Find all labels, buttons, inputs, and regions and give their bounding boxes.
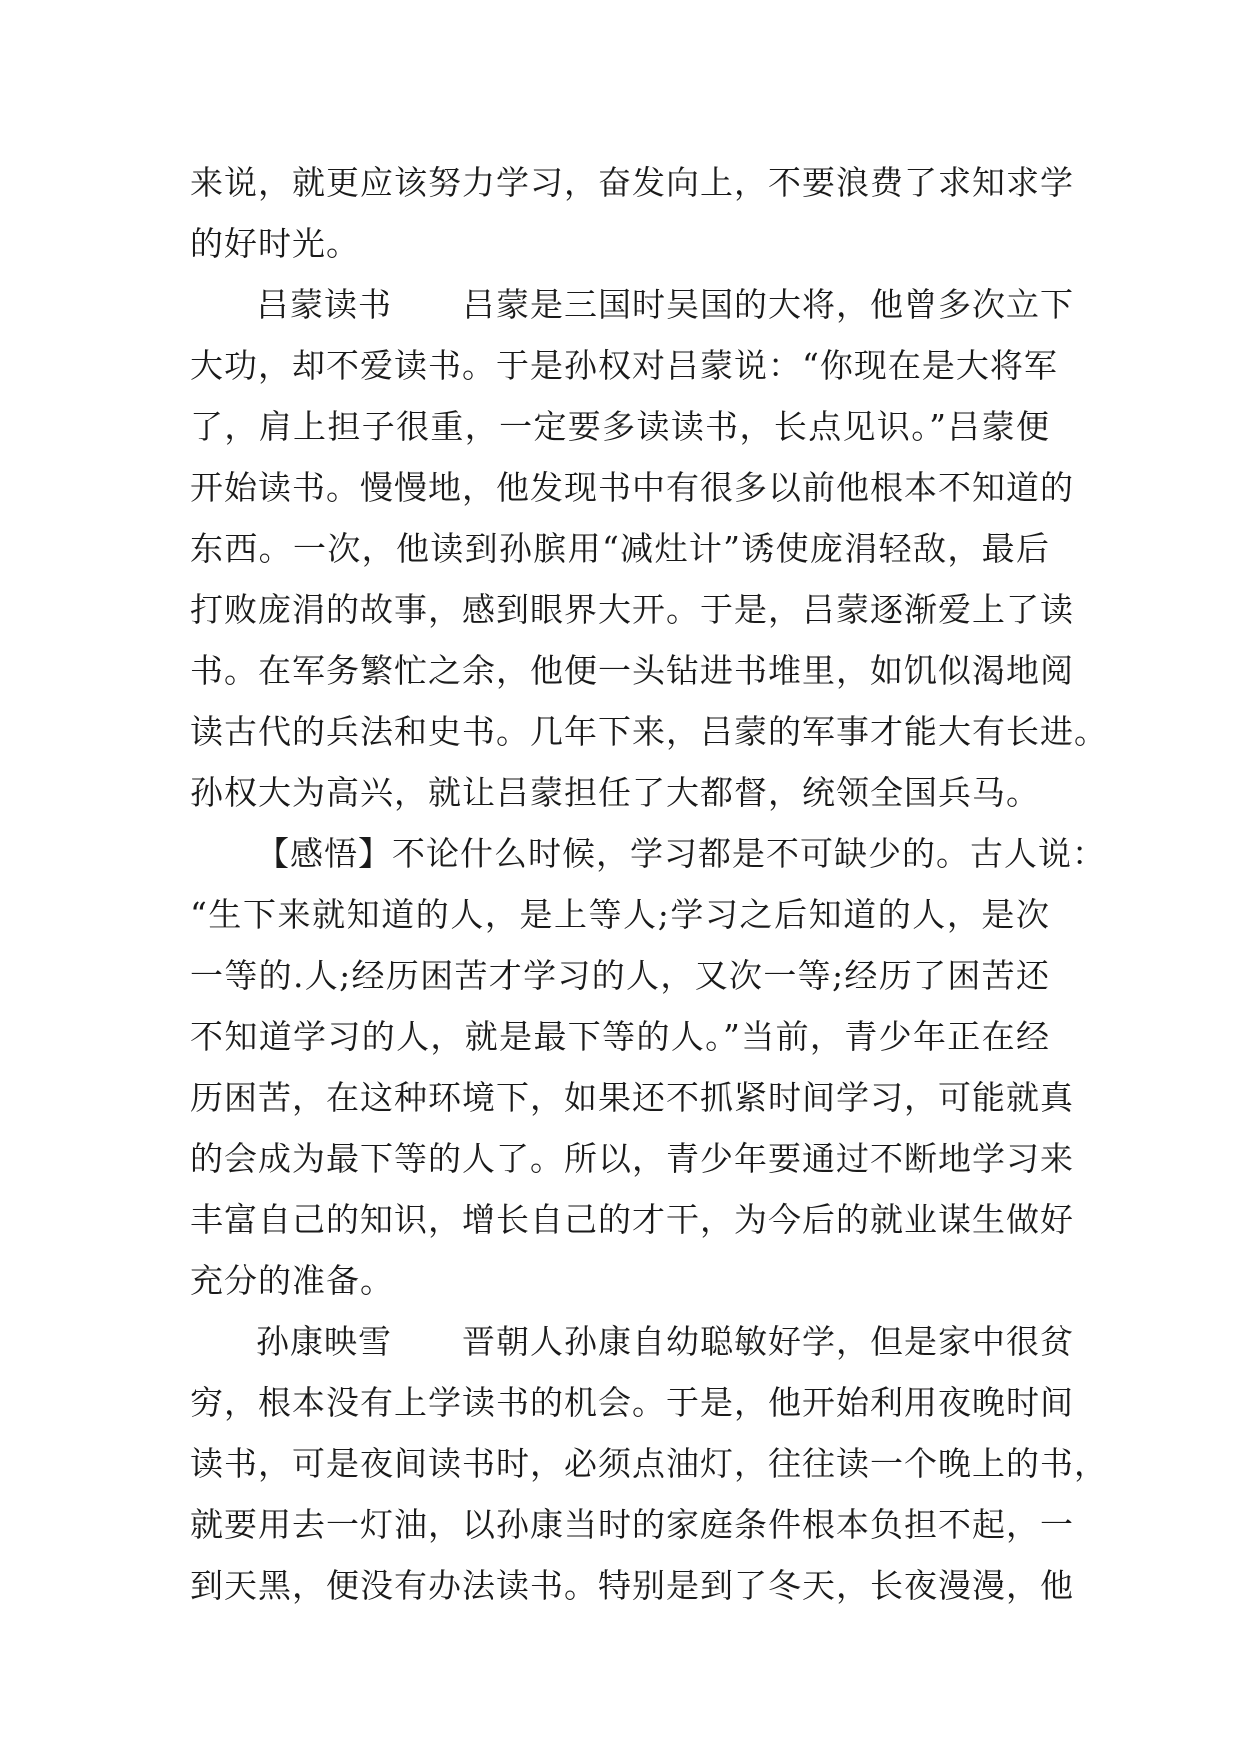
- story-title: 孙康映雪: [256, 1322, 392, 1361]
- text-line: 【感悟】不论什么时候，学习都是不可缺少的。古人说：: [256, 834, 1106, 873]
- text-line: 打败庞涓的故事，感到眼界大开。于是，吕蒙逐渐爱上了读: [190, 590, 1074, 629]
- text-line: 书。在军务繁忙之余，他便一头钻进书堆里，如饥似渴地阅: [190, 651, 1074, 690]
- text-line: 的好时光。: [190, 224, 360, 263]
- text-line: 穷，根本没有上学读书的机会。于是，他开始利用夜晚时间: [190, 1383, 1074, 1422]
- text-line-content: 吕蒙是三国时吴国的大将，他曾多次立下: [462, 285, 1074, 324]
- text-line: 丰富自己的知识，增长自己的才干，为今后的就业谋生做好: [190, 1200, 1074, 1239]
- text-line: 开始读书。慢慢地，他发现书中有很多以前他根本不知道的: [190, 468, 1074, 507]
- text-line: 读书，可是夜间读书时，必须点油灯，往往读一个晚上的书，: [190, 1444, 1108, 1483]
- text-line: 就要用去一灯油，以孙康当时的家庭条件根本负担不起，一: [190, 1505, 1074, 1544]
- text-line: [190, 274, 1074, 335]
- text-line: “生下来就知道的人，是上等人;学习之后知道的人，是次: [190, 895, 1050, 934]
- paragraph-intro-end: [190, 152, 1074, 274]
- text-line: 不知道学习的人，就是最下等的人。”当前，青少年正在经: [190, 1017, 1050, 1056]
- text-line: 来说，就更应该努力学习，奋发向上，不要浪费了求知求学: [190, 163, 1074, 202]
- text-line: 充分的准备。: [190, 1261, 394, 1300]
- paragraph-gan-wu: [190, 823, 1106, 1311]
- text-line-content: 晋朝人孙康自幼聪敏好学，但是家中很贫: [462, 1322, 1074, 1361]
- story-title: 吕蒙读书: [256, 285, 392, 324]
- text-line: 的会成为最下等的人了。所以，青少年要通过不断地学习来: [190, 1139, 1074, 1178]
- text-line: 孙权大为高兴，就让吕蒙担任了大都督，统领全国兵马。: [190, 773, 1040, 812]
- text-line: 历困苦，在这种环境下，如果还不抓紧时间学习，可能就真: [190, 1078, 1074, 1117]
- text-line: [190, 1311, 1074, 1372]
- document-page: [190, 152, 1108, 1616]
- paragraph-lv-meng: [190, 274, 1108, 823]
- text-line: 读古代的兵法和史书。几年下来，吕蒙的军事才能大有长进。: [190, 712, 1108, 751]
- text-line: 了，肩上担子很重，一定要多读读书，长点见识。”吕蒙便: [190, 407, 1050, 446]
- text-line: 一等的.人;经历困苦才学习的人，又次一等;经历了困苦还: [190, 956, 1050, 995]
- text-line: 大功，却不爱读书。于是孙权对吕蒙说：“你现在是大将军: [190, 346, 1058, 385]
- paragraph-sun-kang: [190, 1311, 1108, 1616]
- text-line: 到天黑，便没有办法读书。特别是到了冬天，长夜漫漫，他: [190, 1566, 1074, 1605]
- text-line: 东西。一次，他读到孙膑用“减灶计”诱使庞涓轻敌，最后: [190, 529, 1050, 568]
